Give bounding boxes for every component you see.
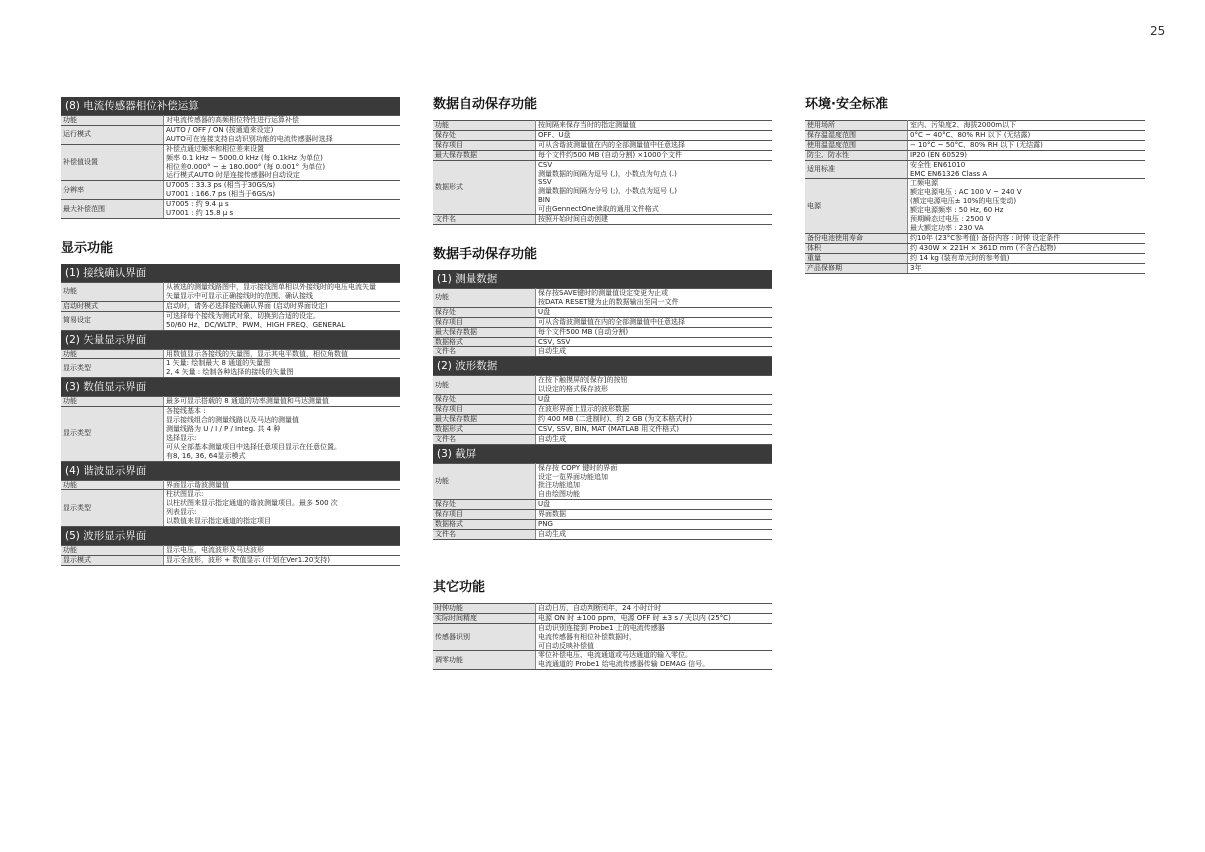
row-label: 保存项目 <box>433 405 536 415</box>
row-value: 自动生成 <box>536 347 773 357</box>
table-row <box>433 327 772 337</box>
row-label: 保存处 <box>433 395 536 405</box>
table-row <box>433 405 772 415</box>
table-row <box>433 307 772 317</box>
row-label: 保存项目 <box>433 317 536 327</box>
row-label: 最大保存数据 <box>433 414 536 424</box>
row-value: 启动时，请务必选择接线确认界面 (启动时界面设定) <box>164 301 401 311</box>
manual-save-sections <box>433 270 772 540</box>
row-label: 启动时模式 <box>61 301 164 311</box>
row-label: 显示模式 <box>61 556 164 566</box>
table-row <box>433 651 772 670</box>
row-label: 防尘、防水性 <box>805 150 908 160</box>
table-row <box>61 359 400 378</box>
table-row <box>61 200 400 219</box>
table-row <box>805 243 1145 253</box>
row-label: 保存项目 <box>433 140 536 150</box>
row-value: 约10年 (23°C参考值) 备份内容 : 时钟 设定条件 <box>908 233 1146 243</box>
section-table <box>433 375 772 444</box>
row-value: 工频电源 额定电源电压 : AC 100 V ~ 240 V (额定电源电压± 10%的电压变动) 额定电源频率 : 50 Hz, 60 Hz 预期瞬态过电压 : 2500 V 最大额定功率 : 230 VA <box>908 179 1146 233</box>
row-label: 功能 <box>61 480 164 490</box>
table-row <box>433 337 772 347</box>
row-value: IP20 (EN 60529) <box>908 150 1146 160</box>
table-row <box>433 347 772 357</box>
row-value: 自动识别连接到 Probe1 上的电流传感器 电流传感器有相位补偿数据时， 可自动反映补偿值 <box>536 623 773 651</box>
row-value: 界面显示谐波测量值 <box>164 480 401 490</box>
table-row <box>433 603 772 613</box>
row-label: 电源 <box>805 179 908 233</box>
table-row <box>805 130 1145 140</box>
row-value: U盘 <box>536 395 773 405</box>
row-label: 显示类型 <box>61 359 164 378</box>
row-label: 最大保存数据 <box>433 150 536 160</box>
table-row <box>433 376 772 395</box>
table-row <box>61 480 400 490</box>
row-value: 自动生成 <box>536 530 773 540</box>
table-row <box>61 311 400 330</box>
row-value: 按间隔来保存当时的指定测量值 <box>536 121 773 131</box>
row-label: 功能 <box>61 349 164 359</box>
table-row <box>805 150 1145 160</box>
row-label: 保存处 <box>433 500 536 510</box>
row-label: 分辨率 <box>61 181 164 200</box>
table-row <box>433 160 772 214</box>
row-label: 传感器识别 <box>433 623 536 651</box>
row-label: 显示类型 <box>61 490 164 527</box>
column-left <box>61 97 400 566</box>
row-value: 自动日历，自动判断闰年，24 小时计时 <box>536 603 773 613</box>
other-heading: 其它功能 <box>433 579 486 595</box>
row-label: 体积 <box>805 243 908 253</box>
row-value: 约 14 kg (装有单元时的参考值) <box>908 253 1146 263</box>
row-label: 简易设定 <box>61 311 164 330</box>
row-value: 可从含谐波测量值在内的全部测量值中任意选择 <box>536 140 773 150</box>
table-row <box>433 121 772 131</box>
row-label: 实际时间精度 <box>433 613 536 623</box>
row-label: 文件名 <box>433 434 536 444</box>
row-value: 显示全波形，波形 + 数值显示 (计划在Ver1.20支持) <box>164 556 401 566</box>
row-label: 功能 <box>433 376 536 395</box>
table-row <box>433 424 772 434</box>
table-row <box>433 395 772 405</box>
row-label: 文件名 <box>433 347 536 357</box>
section-table <box>61 282 400 331</box>
table-row <box>61 349 400 359</box>
row-label: 数据格式 <box>433 337 536 347</box>
row-value: 零位补偿电压、电流通道或马达通道的输入零位。 电流通道的 Probe1 给电流传感器传输 DEMAG 信号。 <box>536 651 773 670</box>
table-row <box>805 140 1145 150</box>
row-value: 可从含谐波测量值在内的全部测量值中任意选择 <box>536 317 773 327</box>
row-value: 从被选的测量线路图中，显示接线图单相以外接线时的电压电流矢量 矢量显示中可显示正确接线时的范围、确认接线 <box>164 282 401 301</box>
page-number: 25 <box>1150 24 1166 38</box>
row-label: 使用场所 <box>805 121 908 131</box>
auto-save-table <box>433 120 772 225</box>
row-value: 显示电压，电流波形及马达波形 <box>164 546 401 556</box>
row-label: 重量 <box>805 253 908 263</box>
row-label: 功能 <box>433 121 536 131</box>
table-row <box>433 500 772 510</box>
row-value: 0°C ~ 40°C、80% RH 以下 (无结露) <box>908 130 1146 140</box>
table-row <box>433 613 772 623</box>
row-value: 在按下触摸屏的[保存]的按钮 以设定的格式保存波形 <box>536 376 773 395</box>
table-row <box>61 546 400 556</box>
row-label: 适用标准 <box>805 160 908 179</box>
row-label: 文件名 <box>433 530 536 540</box>
table-row <box>61 125 400 144</box>
row-value: 电源 ON 时 ±100 ppm，电源 OFF 时 ±3 s / 天以内 (25°C) <box>536 613 773 623</box>
row-label: 时钟功能 <box>433 603 536 613</box>
row-label: 保存处 <box>433 307 536 317</box>
row-label: 功能 <box>61 282 164 301</box>
section-title: (4) 谐波显示界面 <box>61 462 400 480</box>
table-row <box>433 530 772 540</box>
table-row <box>805 233 1145 243</box>
section-title: (3) 数值显示界面 <box>61 378 400 396</box>
auto-save-heading: 数据自动保存功能 <box>433 97 538 112</box>
row-value: AUTO / OFF / ON (按通道来设定) AUTO可在连接支持自动识别功能的电流传感器时选择 <box>164 125 401 144</box>
row-label: 功能 <box>61 397 164 407</box>
row-value: 安全性 EN61010 EMC EN61326 Class A <box>908 160 1146 179</box>
row-value: 约 430W × 221H × 361D mm (不含凸起物) <box>908 243 1146 253</box>
row-value: 自动生成 <box>536 434 773 444</box>
table-row <box>805 179 1145 233</box>
section-table <box>433 463 772 540</box>
row-value: 在波形界面上显示的波形数据 <box>536 405 773 415</box>
row-label: 运行模式 <box>61 125 164 144</box>
section-title: (2) 矢量显示界面 <box>61 331 400 349</box>
row-value: 每个文件500 MB (自动分割) <box>536 327 773 337</box>
row-value: PNG <box>536 520 773 530</box>
row-value: 保存按SAVE键时的测量值设定变更为止或 按DATA RESET键为止的数据输出至同一文件 <box>536 288 773 307</box>
row-label: 数据格式 <box>433 520 536 530</box>
section-table <box>433 288 772 357</box>
row-value: 可选择每个接线为测试对象，切换到合适的设定。 50/60 Hz、DC/WLTP、PWM、HIGH FREQ、GENERAL <box>164 311 401 330</box>
row-label: 最大保存数据 <box>433 327 536 337</box>
other-table <box>433 603 772 670</box>
row-value: − 10°C ~ 50°C、80% RH 以下 (无结露) <box>908 140 1146 150</box>
section-title: (5) 波形显示界面 <box>61 527 400 545</box>
row-value: 补偿点通过频率和相位差来设置 频率 0.1 kHz ~ 5000.0 kHz (每 0.1kHz 为单位) 相位差0.000° ~ ± 180.000° (每 0.001° 为单位) 运行模式AUTO 时是连接传感器时自动设定 <box>164 144 401 181</box>
section-title: (1) 接线确认界面 <box>61 264 400 282</box>
row-value: U7005 : 约 9.4 μ s U7001 : 约 15.8 μ s <box>164 200 401 219</box>
table-row <box>805 253 1145 263</box>
row-label: 功能 <box>61 116 164 126</box>
phase-comp-title: (8) 电流传感器相位补偿运算 <box>61 97 400 115</box>
section-title: (3) 截屏 <box>433 445 772 463</box>
row-value: 每个文件约500 MB (自动分割) ×1000个文件 <box>536 150 773 160</box>
row-label: 功能 <box>433 463 536 500</box>
table-row <box>433 463 772 500</box>
row-value: 约 400 MB (二进制时)、约 2 GB (为文本格式时) <box>536 414 773 424</box>
row-label: 调零功能 <box>433 651 536 670</box>
column-right <box>805 97 1145 274</box>
row-value: U盘 <box>536 500 773 510</box>
env-table <box>805 120 1145 274</box>
row-label: 功能 <box>433 288 536 307</box>
table-row <box>433 434 772 444</box>
table-row <box>61 282 400 301</box>
row-label: 保存处 <box>433 130 536 140</box>
row-value: 1 矢量: 绘制最大 8 通道的矢量图 2, 4 矢量 : 绘制各种选择的接线的矢量图 <box>164 359 401 378</box>
row-label: 产品保修期 <box>805 263 908 273</box>
row-value: 界面数据 <box>536 510 773 520</box>
table-row <box>433 215 772 225</box>
row-value: 对电流传感器的高频相位特性进行运算补偿 <box>164 116 401 126</box>
row-value: 3年 <box>908 263 1146 273</box>
row-label: 使用温湿度范围 <box>805 140 908 150</box>
table-row <box>433 510 772 520</box>
table-row <box>433 288 772 307</box>
row-label: 最大补偿范围 <box>61 200 164 219</box>
phase-comp-table <box>61 115 400 219</box>
row-value: 最多可显示搭载的 8 通道的功率测量值和马达测量值 <box>164 397 401 407</box>
section-table <box>61 396 400 461</box>
row-value: 用数值显示各接线的矢量图，显示其电平数值，相位角数值 <box>164 349 401 359</box>
table-row <box>61 181 400 200</box>
table-row <box>61 407 400 461</box>
table-row <box>805 160 1145 179</box>
row-label: 保存温湿度范围 <box>805 130 908 140</box>
row-label: 显示类型 <box>61 407 164 461</box>
display-heading: 显示功能 <box>61 240 114 256</box>
column-middle <box>433 97 772 670</box>
row-value: CSV, SSV, BIN, MAT (MATLAB 用文件格式) <box>536 424 773 434</box>
row-label: 备份电池使用寿命 <box>805 233 908 243</box>
row-value: 按照开始时间自动创建 <box>536 215 773 225</box>
row-value: 柱状图显示: 以柱状图来显示指定通道的谐波测量项目。最多 500 次 列表显示: 以数值来显示指定通道的指定项目 <box>164 490 401 527</box>
table-row <box>805 263 1145 273</box>
row-label: 数据形式 <box>433 160 536 214</box>
row-value: 保存按 COPY 键时的界面 设定一览界面功能追加 批注功能追加 自由绘图功能 <box>536 463 773 500</box>
section-title: (2) 波形数据 <box>433 357 772 375</box>
table-row <box>805 121 1145 131</box>
section-table <box>61 349 400 379</box>
row-label: 补偿值设置 <box>61 144 164 181</box>
table-row <box>61 144 400 181</box>
row-label: 数据形式 <box>433 424 536 434</box>
manual-save-heading: 数据手动保存功能 <box>433 246 538 262</box>
row-value: 室内、污染度2、海拔2000m以下 <box>908 121 1146 131</box>
row-label: 保存项目 <box>433 510 536 520</box>
table-row <box>433 140 772 150</box>
row-value: OFF、U盘 <box>536 130 773 140</box>
table-row <box>433 623 772 651</box>
row-value: U盘 <box>536 307 773 317</box>
row-value: CSV 测量数据的间隔为逗号 (,)，小数点为句点 (.) SSV 测量数据的间隔为分号 (;)，小数点为逗号 (,) BIN 可由GennectOne读取的通用文件格式 <box>536 160 773 214</box>
display-sections <box>61 264 400 566</box>
row-value: U7005 : 33.3 ps (相当于30GS/s) U7001 : 166.7 ps (相当于6GS/s) <box>164 181 401 200</box>
table-row <box>61 397 400 407</box>
section-table <box>61 480 400 528</box>
table-row <box>433 317 772 327</box>
table-row <box>433 130 772 140</box>
row-label: 功能 <box>61 546 164 556</box>
section-table <box>61 545 400 566</box>
table-row <box>433 150 772 160</box>
table-row <box>61 490 400 527</box>
table-row <box>61 301 400 311</box>
table-row <box>433 414 772 424</box>
table-row <box>61 556 400 566</box>
section-title: (1) 测量数据 <box>433 270 772 288</box>
table-row <box>61 116 400 126</box>
row-value: CSV, SSV <box>536 337 773 347</box>
env-heading: 环境·安全标准 <box>805 97 888 112</box>
table-row <box>433 520 772 530</box>
row-value: 各接线基本 : 显示接线组合的测量线路以及马达的测量值 测量线路为 U / I / P / Integ. 共 4 种 选择显示: 可从全部基本测量项目中选择任意项目显示在任意位置。 有8, 16, 36, 64显示模式 <box>164 407 401 461</box>
row-label: 文件名 <box>433 215 536 225</box>
